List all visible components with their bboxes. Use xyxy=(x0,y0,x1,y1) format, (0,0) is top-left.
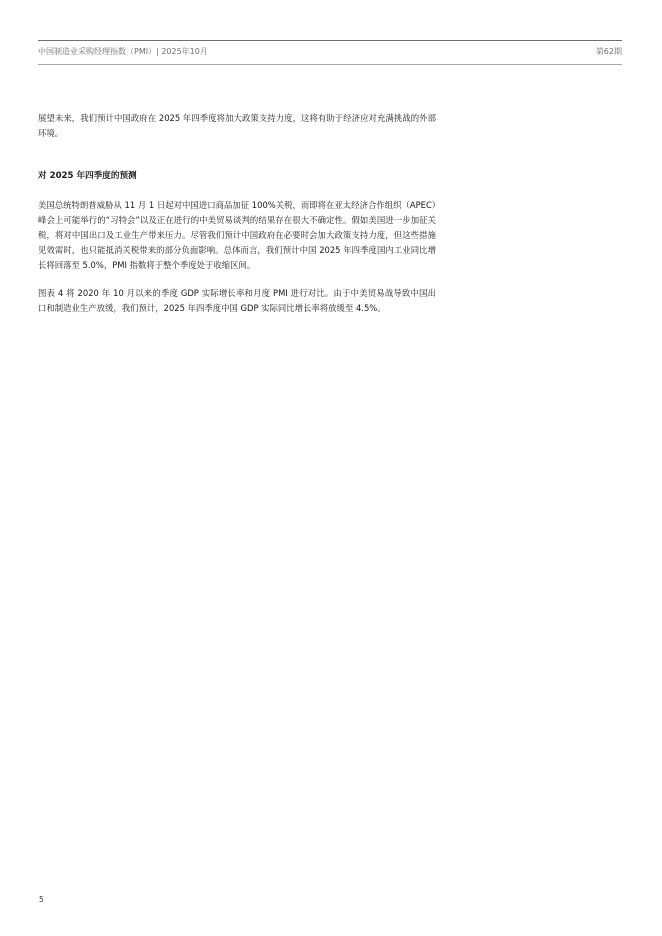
header-top-rule xyxy=(38,40,622,41)
issue-number: 第62期 xyxy=(595,47,622,56)
main-content xyxy=(38,111,436,316)
report-title: 中国制造业采购经理指数（PMI）| 2025年10月 xyxy=(38,47,208,56)
section-heading: 对 2025 年四季度的预测 xyxy=(38,171,137,181)
header-bottom-rule xyxy=(38,64,622,65)
forecast-paragraph: 美国总统特朗普威胁从 11 月 1 日起对中国进口商品加征 100%关税，而即将在亚太经济合作组织（APEC）峰会上可能举行的“习特会”以及正在进行的中美贸易谈判的结果存在很大不确定性。假如美国进一步加征关税，将对中国出口及工业生产带来压力。尽管我们预计中国政府在必要时会加大政策支持力度，但这些措施见效需时，也只能抵消关税带来的部分负面影响。总体而言，我们预计中国 2025 年四季度国内工业同比增长将回落至 5.0%，PMI 指数将于整个季度处于收缩区间。 xyxy=(38,200,436,270)
outlook-paragraph: 展望未来，我们预计中国政府在 2025 年四季度将加大政策支持力度，这将有助于经济应对充满挑战的外部环境。 xyxy=(38,113,436,138)
page-number: 5 xyxy=(39,895,44,904)
chart-reference-paragraph: 图表 4 将 2020 年 10 月以来的季度 GDP 实际增长率和月度 PMI 进行对比。由于中美贸易战导致中国出口和制造业生产放缓，我们预计，2025 年四季度中国 GDP 实际同比增长率将放缓至 4.5%。 xyxy=(38,288,436,313)
